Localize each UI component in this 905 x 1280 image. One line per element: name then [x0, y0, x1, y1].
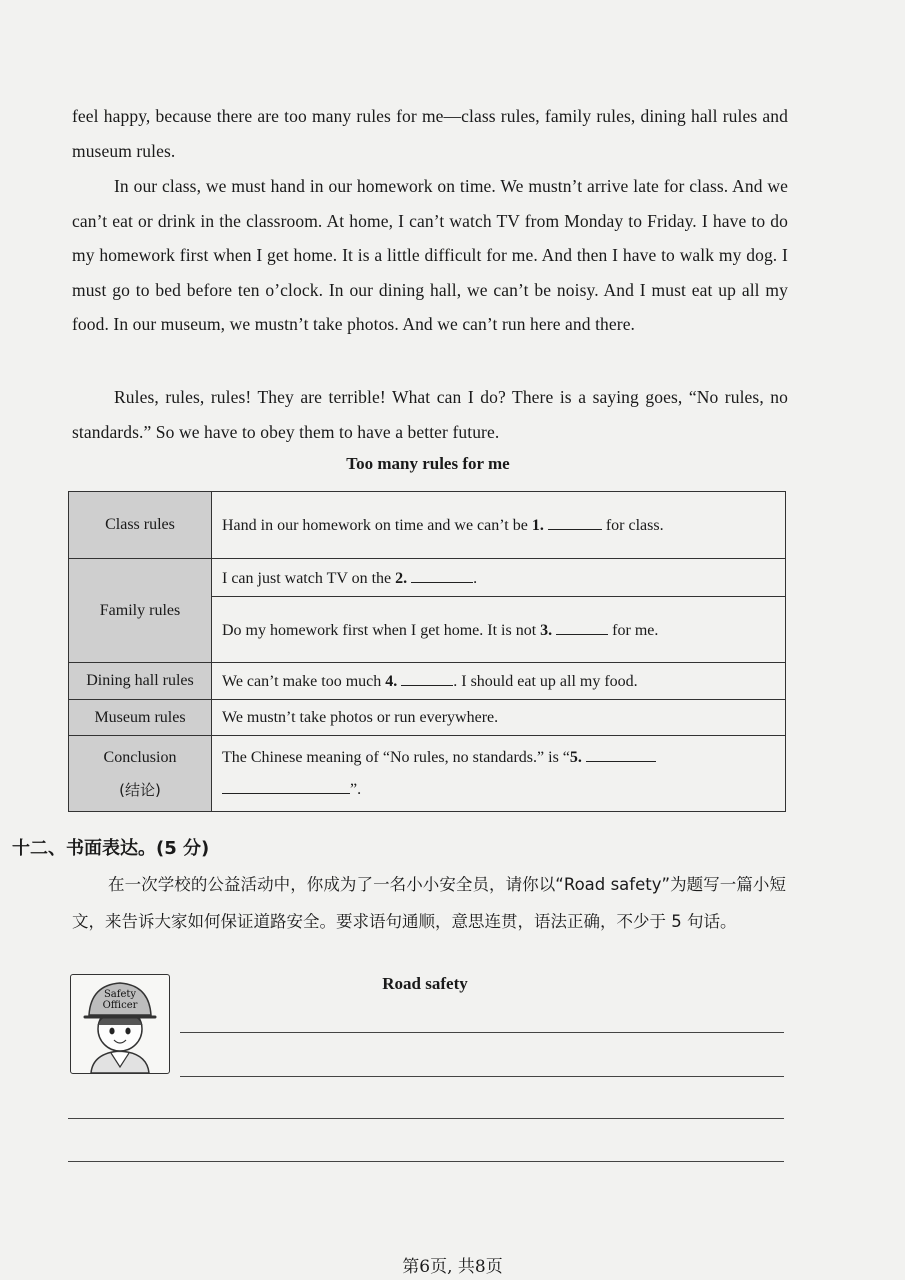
- row-content-family-rules-2: [212, 597, 786, 663]
- table-row-dining-rules: [69, 663, 786, 700]
- row-label-conclusion: [69, 736, 212, 812]
- family-rules-text-2-after: for me.: [608, 621, 659, 639]
- class-rules-text-after: for class.: [601, 517, 664, 534]
- answer-blank-5b[interactable]: [222, 779, 350, 794]
- badge-text-safety: Safety: [103, 989, 137, 1000]
- conclusion-text-after: ”.: [350, 780, 362, 798]
- writing-instructions: 在一次学校的公益活动中，你成为了一名小小安全员，请你以“Road safety”为题写一篇小短文，来告诉大家如何保证道路安全。要求语句通顺，意思连贯，语法正确，不少于 5 句话。: [72, 875, 786, 931]
- row-label-family-rules: Family rules: [69, 559, 212, 663]
- blank-number-3: 3.: [540, 621, 553, 639]
- page-footer: 第6页, 共8页: [402, 1257, 503, 1277]
- dining-rules-text-after: . I should eat up all my food.: [453, 673, 638, 690]
- blank-number-5: 5.: [569, 748, 582, 766]
- safety-officer-icon: [71, 975, 169, 1073]
- passage-paragraph-1: feel happy, because there are too many rules for me—class rules, family rules, dining hall rules and museum rules.: [72, 106, 788, 161]
- writing-line-3[interactable]: [68, 1118, 784, 1119]
- answer-blank-4[interactable]: [401, 671, 453, 686]
- row-label-dining-rules: Dining hall rules: [69, 663, 212, 700]
- table-row-family-rules-1: [69, 559, 786, 597]
- family-rules-text-2-before: Do my homework first when I get home. It is not: [222, 621, 541, 639]
- writing-title: Road safety: [382, 974, 468, 993]
- table-title: Too many rules for me: [346, 454, 510, 473]
- row-content-family-rules-1: [212, 559, 786, 597]
- row-content-dining-rules: [212, 663, 786, 700]
- badge-text-officer: Officer: [102, 1000, 138, 1011]
- blank-number-1: 1.: [531, 517, 544, 534]
- table-row-museum-rules: [69, 700, 786, 736]
- writing-line-1[interactable]: [180, 1032, 784, 1033]
- conclusion-label-cn: (结论): [119, 780, 161, 799]
- table-row-conclusion: [69, 736, 786, 812]
- answer-blank-5a[interactable]: [586, 747, 656, 762]
- family-rules-text-1-after: .: [473, 569, 478, 587]
- dining-rules-text-before: We can’t make too much: [222, 673, 386, 690]
- family-rules-text-1-before: I can just watch TV on the: [222, 569, 396, 587]
- row-content-class-rules: [212, 492, 786, 559]
- rules-table: [68, 491, 786, 812]
- table-row-class-rules: [69, 492, 786, 559]
- conclusion-text-before: The Chinese meaning of “No rules, no standards.” is “: [222, 748, 570, 766]
- writing-line-4[interactable]: [68, 1161, 784, 1162]
- row-content-conclusion: [212, 736, 786, 812]
- passage-paragraph-2: In our class, we must hand in our homework on time. We mustn’t arrive late for class. And we can’t eat or drink in the classroom. At home, I can’t watch TV from Monday to Friday. I have to do my homework first when I get home. It is a little difficult for me. And then I have to walk my dog. I must go to bed before ten o’clock. In our dining hall, we can’t be noisy. And I must eat up all my food. In our museum, we mustn’t take photos. And we can’t run here and there.: [72, 176, 788, 334]
- row-label-museum-rules: Museum rules: [69, 700, 212, 736]
- conclusion-label: Conclusion: [103, 748, 177, 766]
- answer-blank-1[interactable]: [548, 515, 602, 530]
- passage-paragraph-3: Rules, rules, rules! They are terrible! What can I do? There is a saying goes, “No rules, no standards.” So we have to obey them to have a better future.: [72, 387, 788, 442]
- blank-number-4: 4.: [385, 673, 398, 690]
- answer-blank-3[interactable]: [556, 620, 608, 635]
- answer-blank-2[interactable]: [411, 568, 473, 583]
- writing-line-2[interactable]: [180, 1076, 784, 1077]
- class-rules-text-before: Hand in our homework on time and we can’t be: [222, 517, 532, 534]
- safety-officer-illustration: [70, 974, 170, 1074]
- section-title-writing: 十二、书面表达。(5 分): [12, 838, 210, 859]
- blank-number-2: 2.: [395, 569, 408, 587]
- row-label-class-rules: Class rules: [69, 492, 212, 559]
- row-content-museum-rules: We mustn’t take photos or run everywhere.: [212, 700, 786, 736]
